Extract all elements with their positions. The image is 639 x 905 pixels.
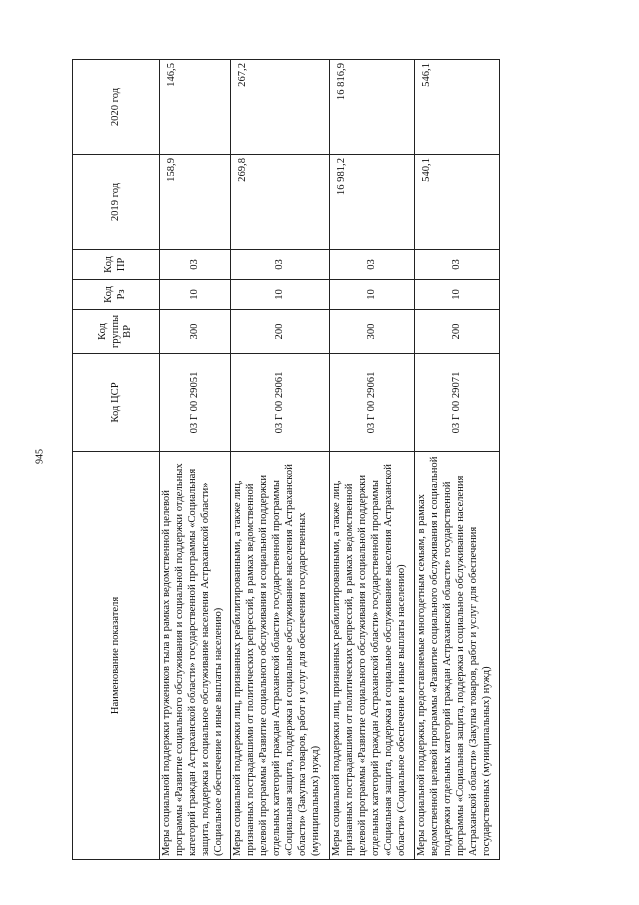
row-csr: 03 Г 00 29051: [160, 354, 231, 452]
row-pr: 03: [414, 250, 499, 280]
row-name: Меры социальной поддержки, предоставляемые многодетным семьям, в рамках ведомственной целевой программы «Развитие социального обслуживания и социальной поддержки отдельных категорий граждан Астраханской области» государственной программы «Социальная защита, поддержка и социальное обслуживание населения Астраханской области» (Закупка товаров, работ и услуг для обеспечения государственных (муниципальных) нужд): [414, 452, 499, 860]
row-vr: 200: [414, 310, 499, 354]
row-rz: 10: [414, 280, 499, 310]
table-row: [414, 60, 499, 860]
row-pr: 03: [329, 250, 414, 280]
row-vr: 300: [329, 310, 414, 354]
row-2019: 540,1: [414, 155, 499, 250]
row-name: Меры социальной поддержки лиц, признанных реабилитированными, а также лиц, признанных пострадавшими от политических репрессий, в рамках ведомственной целевой программы «Развитие социального обслуживания и социальной поддержки отдельных категорий граждан Астраханской области» государственной программы «Социальная защита, поддержка и социальное обслуживание населения Астраханской области» (Закупка товаров, работ и услуг для обеспечения государственных (муниципальных) нужд): [231, 452, 330, 860]
row-csr: 03 Г 00 29061: [329, 354, 414, 452]
table-row: [231, 60, 330, 860]
header-2020: 2020 год: [73, 60, 160, 155]
header-rz: Код Рз: [73, 280, 160, 310]
row-vr: 300: [160, 310, 231, 354]
row-2020: 16 816,9: [329, 60, 414, 155]
row-pr: 03: [160, 250, 231, 280]
row-2020: 546,1: [414, 60, 499, 155]
header-vr: Код группы ВР: [73, 310, 160, 354]
rotated-table-container: [72, 60, 500, 860]
row-rz: 10: [231, 280, 330, 310]
row-vr: 200: [231, 310, 330, 354]
row-csr: 03 Г 00 29061: [231, 354, 330, 452]
header-pr: Код ПР: [73, 250, 160, 280]
table-row: [160, 60, 231, 860]
header-csr: Код ЦСР: [73, 354, 160, 452]
row-2020: 267,2: [231, 60, 330, 155]
table-header-row: [73, 60, 160, 860]
header-2019: 2019 год: [73, 155, 160, 250]
row-2019: 269,8: [231, 155, 330, 250]
row-2020: 146,5: [160, 60, 231, 155]
budget-table: [72, 59, 500, 860]
page-number: 945: [34, 449, 46, 464]
header-name: Наименование показателя: [73, 452, 160, 860]
row-name: Меры социальной поддержки лиц, признанных реабилитированными, а также лиц, признанных пострадавшими от политических репрессий, в рамках ведомственной целевой программы «Развитие социального обслуживания и социальной поддержки отдельных категорий граждан Астраханской области» государственной программы «Социальная защита, поддержка и социальное обслуживание населения Астраханской области» (Социальное обеспечение и иные выплаты населению): [329, 452, 414, 860]
row-2019: 158,9: [160, 155, 231, 250]
row-name: Меры социальной поддержки тружеников тыла в рамках ведомственной целевой программы «Развитие социального обслуживания и социальной поддержки отдельных категорий граждан Астраханской области» государственной программы «Социальная защита, поддержка и социальное обслуживание населения Астраханской области» (Социальное обеспечение и иные выплаты населению): [160, 452, 231, 860]
row-rz: 10: [329, 280, 414, 310]
row-2019: 16 981,2: [329, 155, 414, 250]
row-csr: 03 Г 00 29071: [414, 354, 499, 452]
row-pr: 03: [231, 250, 330, 280]
table-row: [329, 60, 414, 860]
row-rz: 10: [160, 280, 231, 310]
